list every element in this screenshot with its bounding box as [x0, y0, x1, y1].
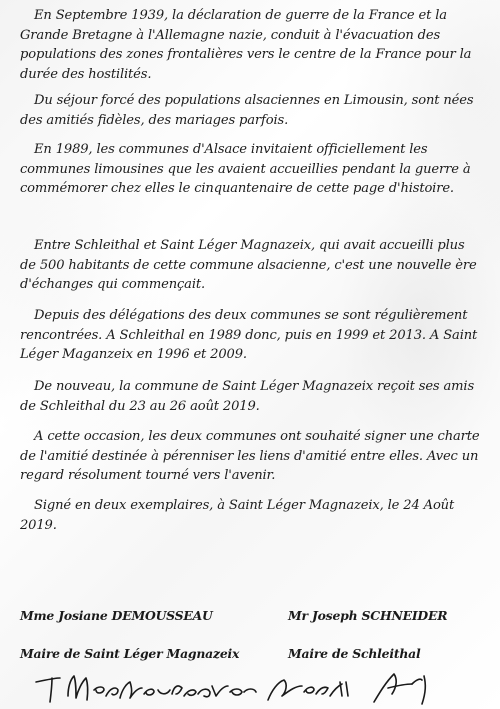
paragraph-new-era: Entre Schleithal et Saint Léger Magnazeix, qui avait accueilli plus de 500 habitants de cette commune alsacienne, c'est une nouvelle ère d'échanges qui commençait.	[20, 238, 477, 292]
paragraph-signed-date: Signé en deux exemplaires, à Saint Léger Magnazeix, le 24 Août 2019.	[20, 498, 455, 533]
paragraph-commemoration-1989: En 1989, les communes d'Alsace invitaient officiellement les communes limousines que les avaient accueillies pendant la guerre à commémorer chez elles le cinquantenaire de cette page d'histoire.	[20, 142, 471, 196]
paragraph-visit-2019: De nouveau, la commune de Saint Léger Magnazeix reçoit ses amis de Schleithal du 23 au 26 août 2019.	[20, 379, 475, 414]
left-handwritten-signature	[32, 660, 262, 709]
left-signatory-name: Mme Josiane DEMOUSSEAU	[20, 608, 213, 623]
paragraph-charter-purpose: A cette occasion, les deux communes ont souhaité signer une charte de l'amitié destinée à pérenniser les liens d'amitié entre elles. Avec un regard résolument tourné vers l'avenir.	[20, 429, 480, 483]
paragraph-friendships: Du séjour forcé des populations alsaciennes en Limousin, sont nées des amitiés fidèles, des mariages parfois.	[20, 93, 474, 128]
right-handwritten-signature	[262, 660, 442, 709]
paragraph-evacuation-1939: En Septembre 1939, la déclaration de guerre de la France et la Grande Bretagne à l'Allemagne nazie, conduit à l'évacuation des populations des zones frontalières vers le centre de la France pour la durée des hostilités.	[20, 8, 472, 82]
paragraph-delegations: Depuis des délégations des deux communes se sont régulièrement rencontrées. A Schleithal en 1989 donc, puis en 1999 et 2013. A Saint Léger Maganzeix en 1996 et 2009.	[20, 308, 478, 362]
right-signatory-name: Mr Joseph SCHNEIDER	[288, 608, 448, 623]
right-signatory-title: Maire de Schleithal	[288, 646, 421, 661]
left-signatory-title: Maire de Saint Léger Magnazeix	[20, 646, 240, 661]
